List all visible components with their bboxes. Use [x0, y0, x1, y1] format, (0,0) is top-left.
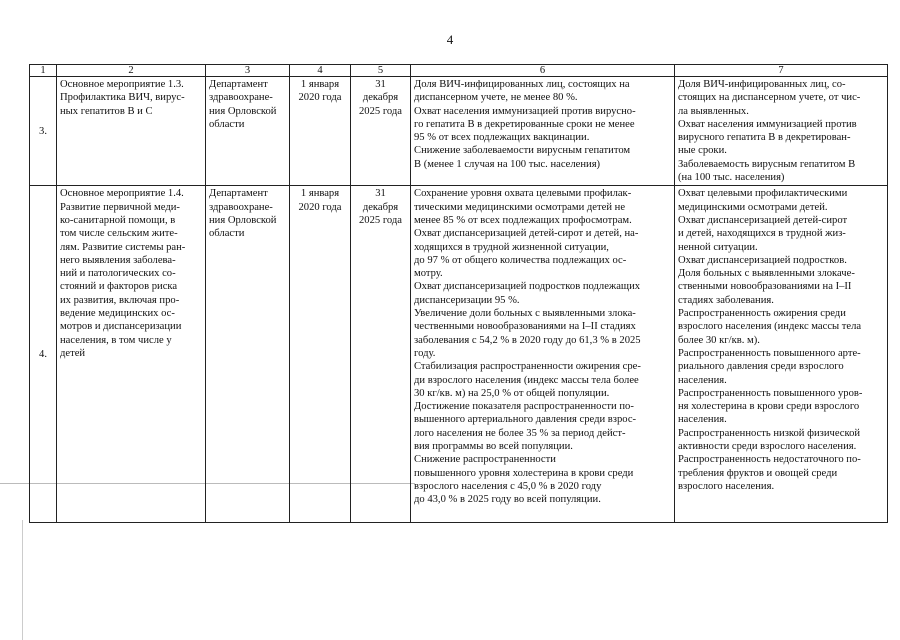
target-text-line: диспансерном учете, не менее 80 %. — [414, 92, 578, 104]
indicator-text-line: (на 100 тыс. населения) — [678, 172, 785, 184]
indicator-text-line: стоящих на диспансерном учете, от чис- — [678, 92, 861, 104]
target-text-line: го гепатита В в декретированные сроки не менее — [414, 118, 635, 130]
target-text-line: взрослого населения с 45,0 % в 2020 году — [414, 480, 602, 492]
indicator-text-line: ненной ситуации. — [678, 241, 758, 253]
indicator-text-line: требления фруктов и овощей среди — [678, 467, 838, 479]
indicator-text-line: ня холестерина в крови среди взрослого — [678, 401, 860, 413]
indicator-text-line: Доля больных с выявленными злокаче- — [678, 268, 855, 280]
target-text-line: Доля ВИЧ-инфицированных лиц, состоящих на — [414, 79, 630, 90]
target-text-line: повышенного уровня холестерина в крови среди — [414, 467, 634, 479]
target-text-line: до 97 % от общего количества подлежащих ос- — [414, 254, 627, 266]
target-text-line: чественными новообразованиями на I–II стадиях — [414, 321, 636, 333]
indicator-text-line: риального давления среди взрослого — [678, 361, 844, 373]
start-date-line: 2020 года — [298, 201, 342, 213]
column-number-row — [30, 65, 888, 77]
table-row — [30, 186, 888, 523]
column-header: 7 — [675, 65, 888, 77]
target-text-line: заболевания с 54,2 % в 2020 году до 61,3 % в 2025 — [414, 334, 641, 346]
indicator-text-line: Распространенность повышенного уров- — [678, 387, 863, 399]
department-text-line: здравоохране- — [209, 92, 273, 104]
event-text-line: лям. Развитие системы ран- — [60, 241, 186, 253]
target-text-line: Достижение показателя распространенности по- — [414, 401, 634, 413]
start-date-line: 2020 года — [298, 92, 342, 104]
event-text-line: ко-санитарной помощи, в — [60, 214, 176, 226]
event-text-line: их развития, включая про- — [60, 294, 180, 306]
indicator-text-line: взрослого населения. — [678, 480, 775, 492]
start-date-line: 1 января — [300, 188, 340, 200]
event-text-line: ведение медицинских ос- — [60, 308, 175, 320]
indicator-text-line: Охват диспансеризацией детей-сирот — [678, 214, 848, 226]
target-text-line: Охват диспансеризацией подростков подлежащих — [414, 281, 641, 293]
end-date-line: 2025 года — [358, 214, 402, 226]
column-header: 3 — [206, 65, 290, 77]
target-text-line: Сохранение уровня охвата целевыми профилак- — [414, 188, 632, 200]
department-cell — [206, 186, 290, 523]
table-row — [30, 77, 888, 186]
target-text-line: мотру. — [414, 268, 443, 280]
target-text-line: диспансеризации 95 %. — [414, 294, 520, 306]
indicator-text-line: Заболеваемость вирусным гепатитом В — [678, 158, 856, 170]
department-text-line: области — [209, 228, 245, 240]
target-text-line: году. — [414, 347, 436, 359]
indicator-text-line: и детей, находящихся в трудной жиз- — [678, 228, 846, 240]
indicator-text-line: ла выявленных. — [678, 105, 749, 117]
target-text-line: лого населения не более 35 % за период дейст- — [414, 427, 626, 439]
department-text-line: Департамент — [209, 79, 268, 90]
indicators-cell — [675, 77, 888, 186]
indicator-text-line: населения. — [678, 374, 727, 386]
column-header: 2 — [57, 65, 206, 77]
target-text-line: 95 % от всех подлежащих вакцинации. — [414, 132, 590, 144]
event-cell — [57, 77, 206, 186]
indicator-text-line: вирусного гепатита В в декретирован- — [678, 132, 851, 144]
start-date-cell — [290, 186, 351, 523]
event-text-line: Развитие первичной меди- — [60, 201, 180, 213]
target-text-line: вия программы во всей популяции. — [414, 441, 573, 453]
event-text-line: Основное мероприятие 1.3. — [60, 79, 184, 90]
column-header: 6 — [411, 65, 675, 77]
row-number: 4. — [30, 186, 57, 523]
indicator-text-line: взрослого населения (индекс массы тела — [678, 321, 862, 333]
indicator-text-line: ственными новообразованиями на I–II — [678, 281, 852, 293]
department-text-line: здравоохране- — [209, 201, 273, 213]
target-text-line: тическими медицинскими осмотрами детей не — [414, 201, 626, 213]
target-text-line: вышенного артериального давления среди взрос- — [414, 414, 637, 426]
event-text-line: мотров и диспансеризации — [60, 321, 182, 333]
event-text-line: детей — [60, 347, 86, 359]
indicator-text-line: Охват населения иммунизацией против — [678, 118, 857, 130]
target-text-line: до 43,0 % в 2025 году во всей популяции. — [414, 494, 601, 506]
target-text-line: ходящихся в трудной жизненной ситуации, — [414, 241, 609, 253]
event-text-line: ний и патологических со- — [60, 268, 176, 280]
end-date-cell — [351, 186, 411, 523]
scan-artifact-edge — [22, 520, 23, 640]
target-text-line: Увеличение доли больных с выявленными злока- — [414, 308, 636, 320]
start-date-cell — [290, 77, 351, 186]
end-date-line: 2025 года — [358, 105, 402, 117]
indicator-text-line: стадиях заболевания. — [678, 294, 774, 306]
row-number: 3. — [30, 77, 57, 186]
targets-cell — [411, 77, 675, 186]
indicator-text-line: Охват диспансеризацией подростков. — [678, 254, 847, 266]
start-date-line: 1 января — [300, 79, 340, 90]
event-text-line: стояний и факторов риска — [60, 281, 178, 293]
event-text-line: том числе сельским жите- — [60, 228, 178, 240]
target-text-line: Снижение распространенности — [414, 454, 556, 466]
indicator-text-line: ные сроки. — [678, 145, 727, 157]
indicator-text-line: Распространенность повышенного арте- — [678, 347, 861, 359]
target-text-line: Стабилизация распространенности ожирения сре- — [414, 361, 641, 373]
column-header: 1 — [30, 65, 57, 77]
event-text-line: Основное мероприятие 1.4. — [60, 188, 184, 200]
targets-cell — [411, 186, 675, 523]
event-text-line: Профилактика ВИЧ, вирус- — [60, 92, 185, 104]
target-text-line: менее 85 % от всех подлежащих профосмотрам. — [414, 214, 632, 226]
indicator-text-line: более 30 кг/кв. м). — [678, 334, 760, 346]
indicators-cell — [675, 186, 888, 523]
measures-table — [29, 64, 888, 523]
end-date-line: декабря — [362, 201, 399, 213]
column-header: 4 — [290, 65, 351, 77]
indicator-text-line: Распространенность ожирения среди — [678, 308, 846, 320]
indicator-text-line: Охват целевыми профилактическими — [678, 188, 848, 200]
event-text-line: него выявления заболева- — [60, 254, 176, 266]
department-text-line: ния Орловской — [209, 214, 277, 226]
event-text-line: населения, в том числе у — [60, 334, 172, 346]
event-text-line: ных гепатитов В и С — [60, 105, 153, 117]
column-header: 5 — [351, 65, 411, 77]
department-text-line: ния Орловской — [209, 105, 277, 117]
department-text-line: области — [209, 118, 245, 130]
end-date-cell — [351, 77, 411, 186]
target-text-line: Охват диспансеризацией детей-сирот и детей, на- — [414, 228, 639, 240]
end-date-line: 31 — [375, 188, 386, 200]
department-text-line: Департамент — [209, 188, 268, 200]
target-text-line: 30 кг/кв. м) на 25,0 % от общей популяции. — [414, 387, 610, 399]
end-date-line: декабря — [362, 92, 399, 104]
target-text-line: В (менее 1 случая на 100 тыс. населения) — [414, 158, 601, 170]
indicator-text-line: населения. — [678, 414, 727, 426]
department-cell — [206, 77, 290, 186]
indicator-text-line: медицинскими осмотрами детей. — [678, 201, 828, 213]
page-number: 4 — [446, 32, 454, 47]
end-date-line: 31 — [375, 79, 386, 90]
event-cell — [57, 186, 206, 523]
indicator-text-line: Распространенность недостаточного по- — [678, 454, 861, 466]
target-text-line: Охват населения иммунизацией против вирусно- — [414, 105, 636, 117]
indicator-text-line: Доля ВИЧ-инфицированных лиц, со- — [678, 79, 846, 90]
indicator-text-line: активности среди взрослого населения. — [678, 441, 857, 453]
target-text-line: ди взрослого населения (индекс массы тела более — [414, 374, 639, 386]
target-text-line: Снижение заболеваемости вирусным гепатитом — [414, 145, 631, 157]
indicator-text-line: Распространенность низкой физической — [678, 427, 861, 439]
